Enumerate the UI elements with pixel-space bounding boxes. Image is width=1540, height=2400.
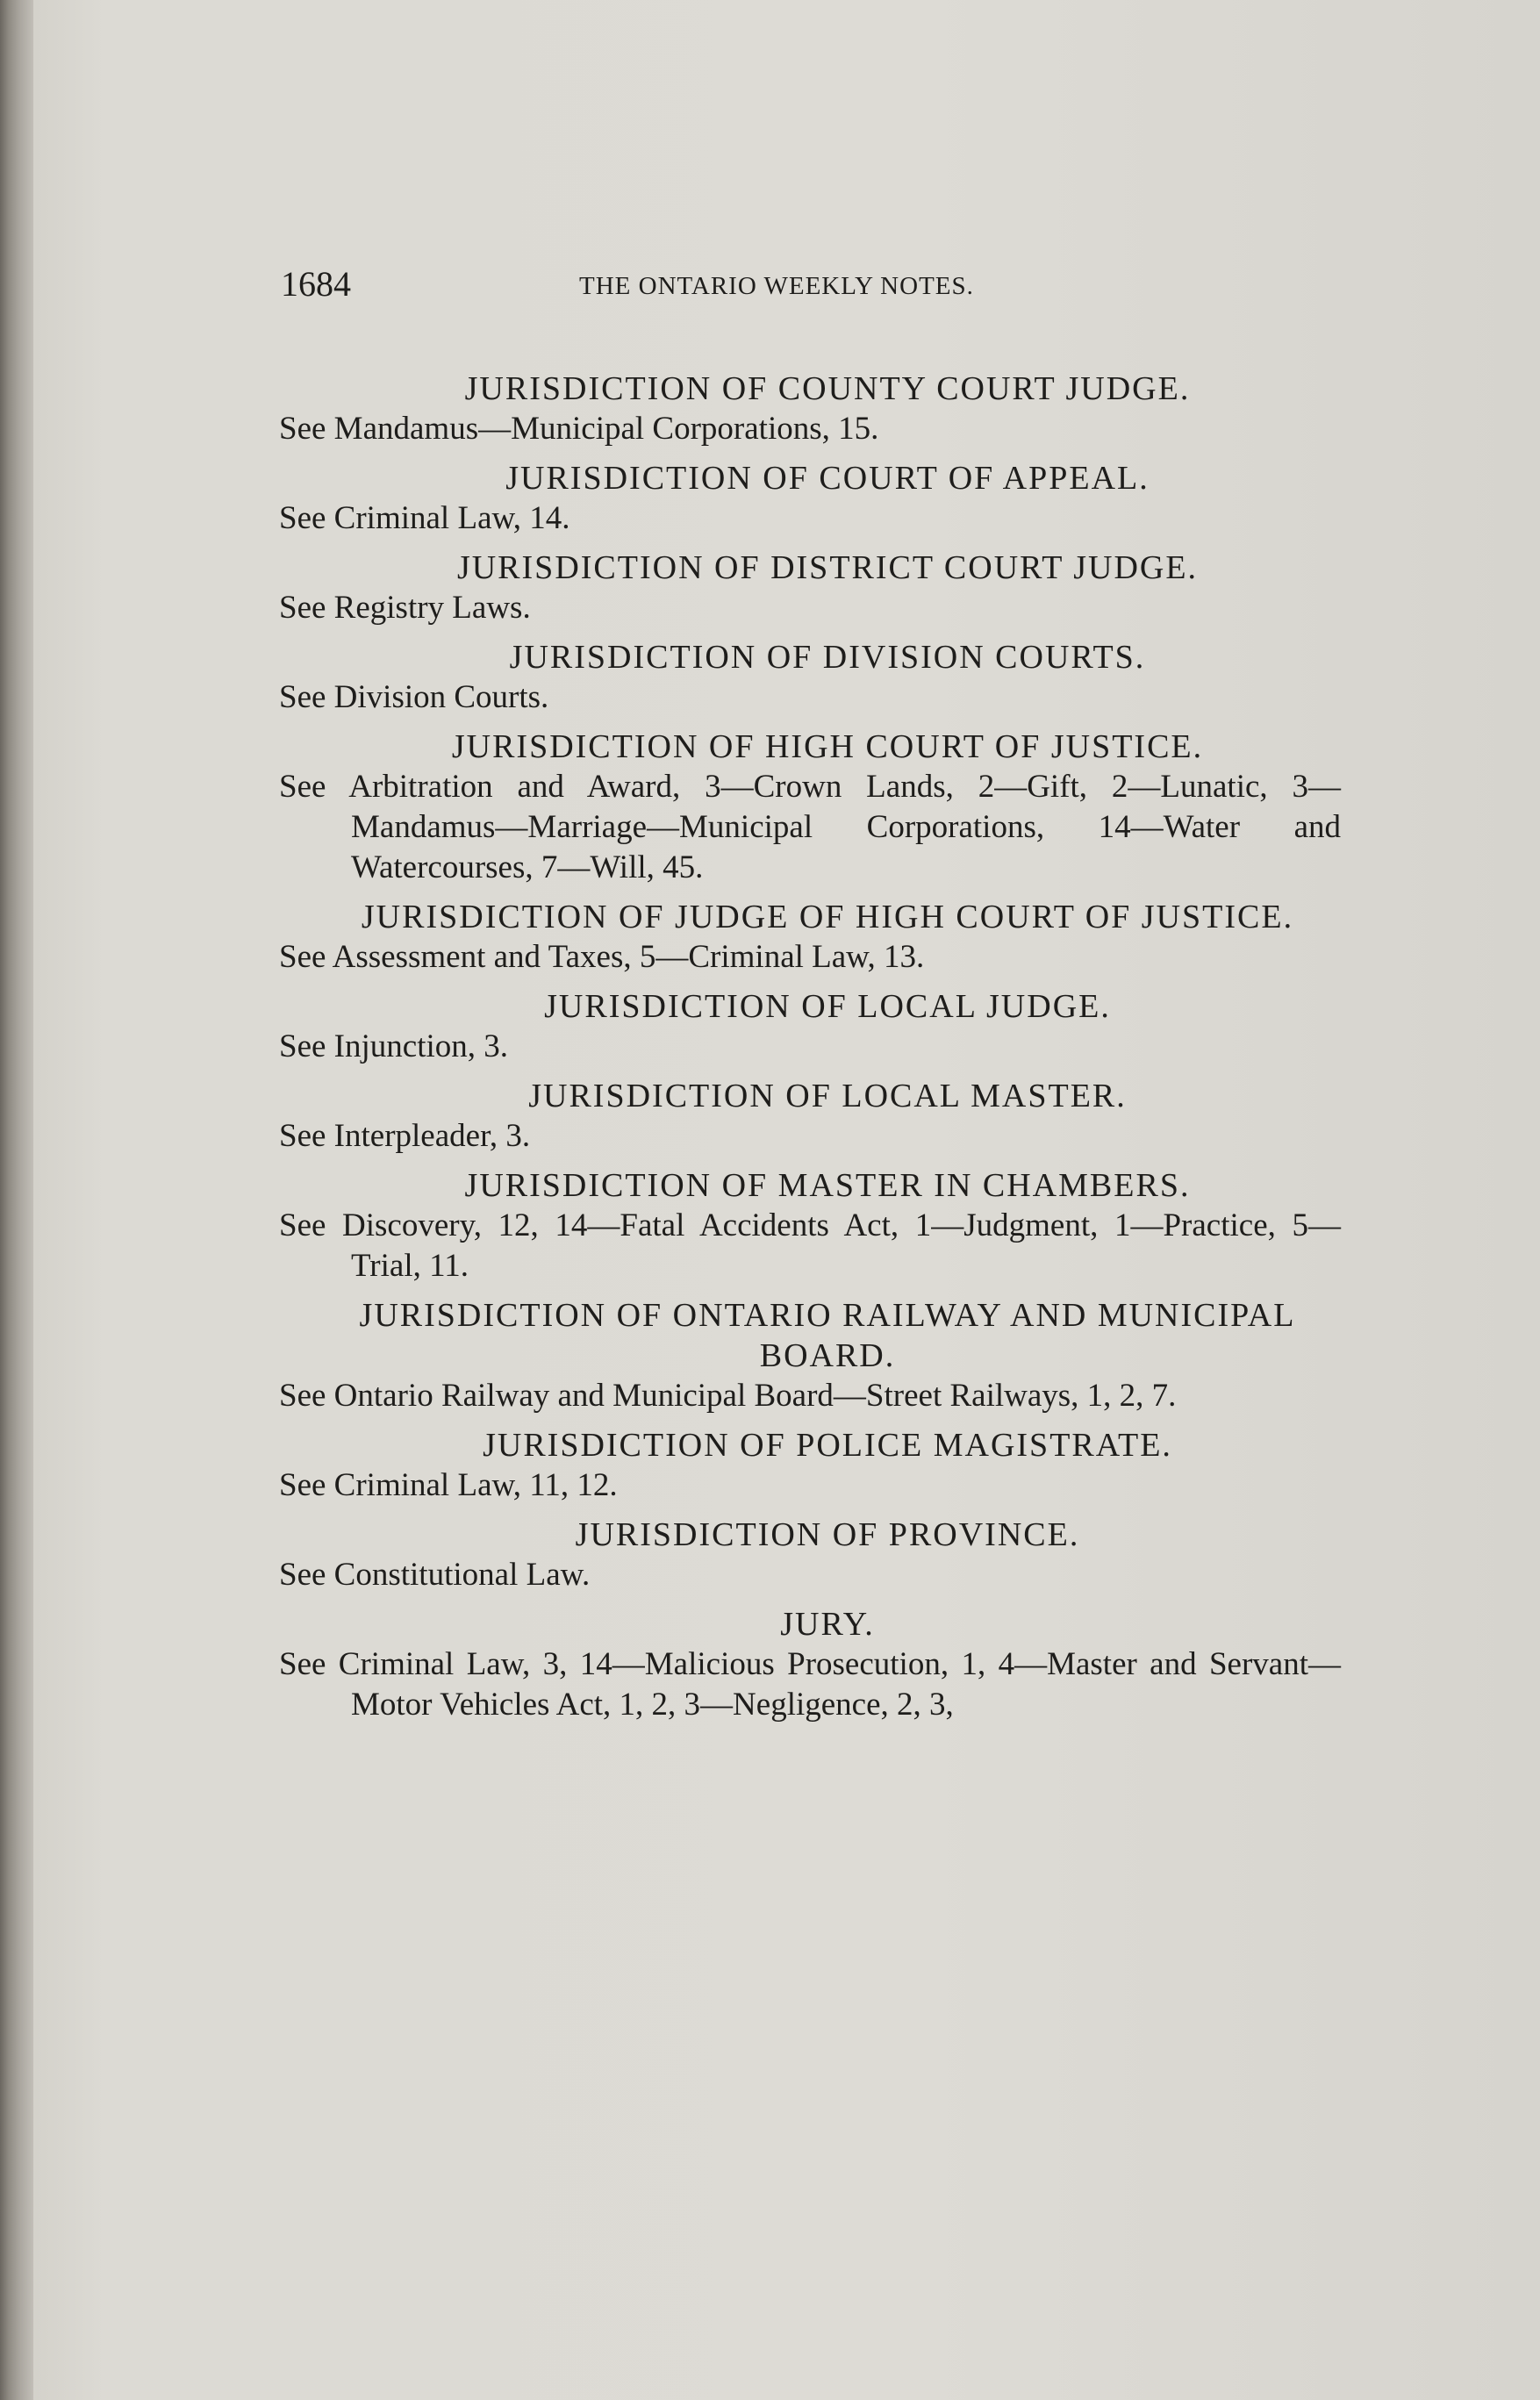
entry-heading: JURISDICTION OF JUDGE OF HIGH COURT OF JUSTICE. [361, 899, 1294, 935]
index-entry [279, 727, 1341, 888]
entry-reference: See Criminal Law, 3, 14—Malicious Prosecution, 1, 4—Master and Servant—Motor Vehicles Act, 1, 2, 3—Negligence, 2, 3, [279, 1646, 1341, 1723]
entry-heading: JURISDICTION OF DIVISION COURTS. [509, 639, 1146, 676]
entry-reference: See Criminal Law, 14. [279, 500, 570, 536]
entry-reference: See Division Courts. [279, 679, 549, 715]
index-entry [279, 369, 1341, 449]
entry-reference: See Discovery, 12, 14—Fatal Accidents Act, 1—Judgment, 1—Practice, 5—Trial, 11. [279, 1207, 1341, 1284]
index-entries [279, 369, 1341, 1734]
entry-heading: JURISDICTION OF LOCAL JUDGE. [544, 988, 1111, 1025]
entry-reference: See Constitutional Law. [279, 1557, 591, 1593]
journal-title: THE ONTARIO WEEKLY NOTES. [579, 272, 974, 300]
entry-reference: See Injunction, 3. [279, 1028, 509, 1064]
entry-heading: JURY. [780, 1606, 875, 1643]
entry-heading: JURISDICTION OF COUNTY COURT JUDGE. [464, 370, 1191, 407]
entry-heading: JURISDICTION OF ONTARIO RAILWAY AND MUNICIPAL BOARD. [359, 1297, 1296, 1374]
page-binding-edge [0, 0, 33, 2400]
index-entry [279, 986, 1341, 1067]
index-entry [279, 897, 1341, 978]
entry-heading: JURISDICTION OF HIGH COURT OF JUSTICE. [451, 728, 1204, 765]
entry-heading: JURISDICTION OF LOCAL MASTER. [528, 1078, 1127, 1114]
index-entry [279, 1165, 1341, 1286]
index-entry [279, 1295, 1341, 1416]
entry-reference: See Mandamus—Municipal Corporations, 15. [279, 411, 879, 447]
page-number: 1684 [281, 264, 351, 304]
entry-reference: See Ontario Railway and Municipal Board—Street Railways, 1, 2, 7. [279, 1378, 1177, 1414]
index-entry [279, 1076, 1341, 1157]
index-entry [279, 548, 1341, 628]
entry-reference: See Assessment and Taxes, 5—Criminal Law, 13. [279, 939, 925, 975]
running-head [281, 263, 1351, 307]
entry-reference: See Interpleader, 3. [279, 1118, 531, 1154]
entry-heading: JURISDICTION OF COURT OF APPEAL. [505, 460, 1150, 497]
index-entry [279, 1604, 1341, 1725]
entry-reference: See Registry Laws. [279, 590, 531, 626]
index-entry [279, 1515, 1341, 1595]
index-entry [279, 637, 1341, 718]
index-entry [279, 458, 1341, 539]
entry-heading: JURISDICTION OF POLICE MAGISTRATE. [483, 1427, 1172, 1464]
entry-heading: JURISDICTION OF DISTRICT COURT JUDGE. [456, 549, 1199, 586]
entry-reference: See Arbitration and Award, 3—Crown Lands, 2—Gift, 2—Lunatic, 3—Mandamus—Marriage—Municipal Corporations, 14—Water and Watercourses, 7—Will, 45. [279, 769, 1341, 885]
index-entry [279, 1425, 1341, 1506]
entry-reference: See Criminal Law, 11, 12. [279, 1467, 618, 1503]
entry-heading: JURISDICTION OF MASTER IN CHAMBERS. [464, 1167, 1191, 1204]
entry-heading: JURISDICTION OF PROVINCE. [575, 1516, 1080, 1553]
